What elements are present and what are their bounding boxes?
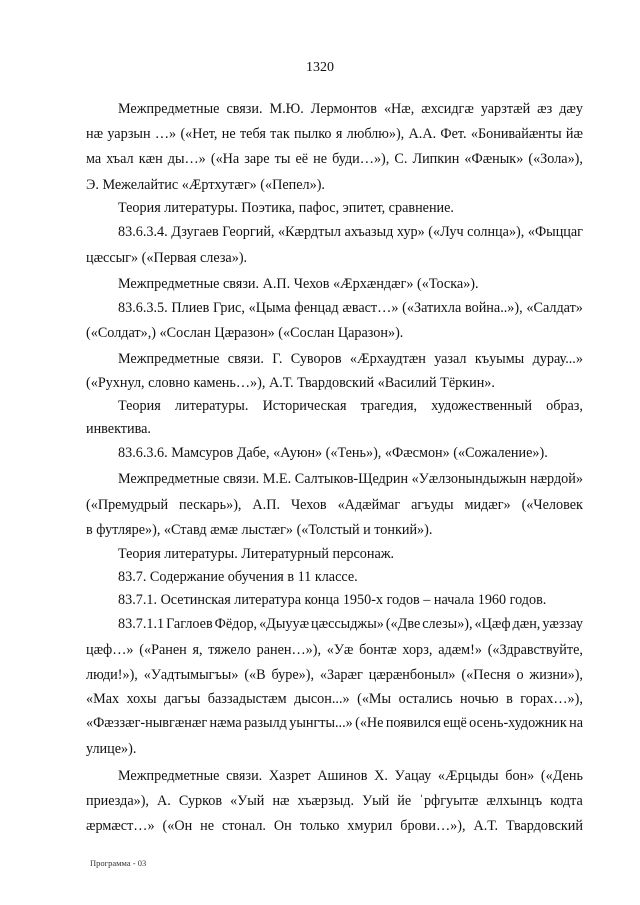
text-line: 83.7. Содержание обучения в 11 классе. <box>118 569 358 585</box>
text-line: цæссыг» («Первая слеза»). <box>86 250 248 266</box>
text-line: Межпредметные связи. М.Е. Салтыков-Щедрин «Уæлзонындыжын нæрдой» <box>118 471 583 487</box>
text-line: Теория литературы. Историческая трагедия, художественный образ, <box>118 398 583 414</box>
text-line: 83.7.1.1 Гаглоев Фёдор, «Дыууæ цæссыджы» («Две слезы»), «Цæф дæн, уæззау <box>118 616 583 632</box>
text-line: 83.7.1. Осетинская литература конца 1950-х годов – начала 1960 годов. <box>118 592 547 608</box>
text-line: «Мах хохы дагъы баззадыстæм дысон...» («Мы остались ночью в горах…»), <box>86 691 583 707</box>
text-line: улице»). <box>86 741 137 757</box>
text-line: «Фæззæг-нывгæнæг нæма разылд уынгты...» («Не появился ещё осень-художник на <box>86 715 583 731</box>
text-line: нæ уарзын …» («Нет, не тебя так пылко я люблю»), А.А. Фет. «Бонивайæнты йæ <box>86 126 583 142</box>
text-line: Межпредметные связи. Хазрет Ашинов Х. Уацау «Æрцыды бон» («День <box>118 768 583 784</box>
text-line: цæф…» («Ранен я, тяжело ранен…»), «Уæ бонтæ хорз, адæм!» («Здравствуйте, <box>86 642 583 658</box>
text-line: 83.6.3.6. Мамсуров Дабе, «Ауюн» («Тень»), «Фæсмон» («Сожаление»). <box>118 445 548 461</box>
text-line: («Рухнул, словно камень…»), А.Т. Твардовский «Василий Тёркин». <box>86 375 495 391</box>
text-line: Теория литературы. Литературный персонаж. <box>118 546 395 562</box>
text-line: люди!»), «Уадтымыгъы» («В буре»), «Зарæг цæрæнбоныл» («Песня о жизни»), <box>86 667 583 683</box>
text-line: Межпредметные связи. М.Ю. Лермонтов «Нæ, æхсидгæ уарзтæй æз дæу <box>118 101 583 117</box>
text-line: 83.6.3.5. Плиев Грис, «Цыма фенцад æваст…» («Затихла война..»), «Салдат» <box>118 300 583 316</box>
text-line: («Премудрый пескарь»), А.П. Чехов «Адæймаг агъуды мидæг» («Человек <box>86 497 583 513</box>
footer-text: Программа - 03 <box>90 858 147 868</box>
text-line: æрмæст…» («Он не стонал. Он только хмурил брови…»), А.Т. Твардовский <box>86 818 583 834</box>
text-line: Межпредметные связи. Г. Суворов «Æрхаудтæн уазал къуымы дурау...» <box>118 351 583 367</box>
text-line: приезда»), А. Сурков «Уый нæ хъæрзыд. Уый йе ˈрфгуытæ æлхынцъ кодта <box>86 793 583 809</box>
text-line: Теория литературы. Поэтика, пафос, эпитет, сравнение. <box>118 200 454 216</box>
text-line: Межпредметные связи. А.П. Чехов «Æрхæндæг» («Тоска»). <box>118 276 479 292</box>
text-line: Э. Межелайтис «Æртхутæг» («Пепел»). <box>86 177 325 193</box>
text-line: в футляре»), «Ставд æмæ лыстæг» («Толстый и тонкий»). <box>86 522 433 538</box>
page-number: 1320 <box>306 60 334 75</box>
text-line: 83.6.3.4. Дзугаев Георгий, «Кæрдтыл ахъазыд хур» («Луч солнца»), «Фыццаг <box>118 224 583 240</box>
text-line: инвектива. <box>86 421 151 437</box>
text-line: ма хъал кæн ды…» («На заре ты её не буди…»), С. Липкин «Фæнык» («Зола»), <box>86 151 583 167</box>
text-line: («Солдат»,) «Сослан Цæразон» («Сослан Царазон»). <box>86 325 404 341</box>
